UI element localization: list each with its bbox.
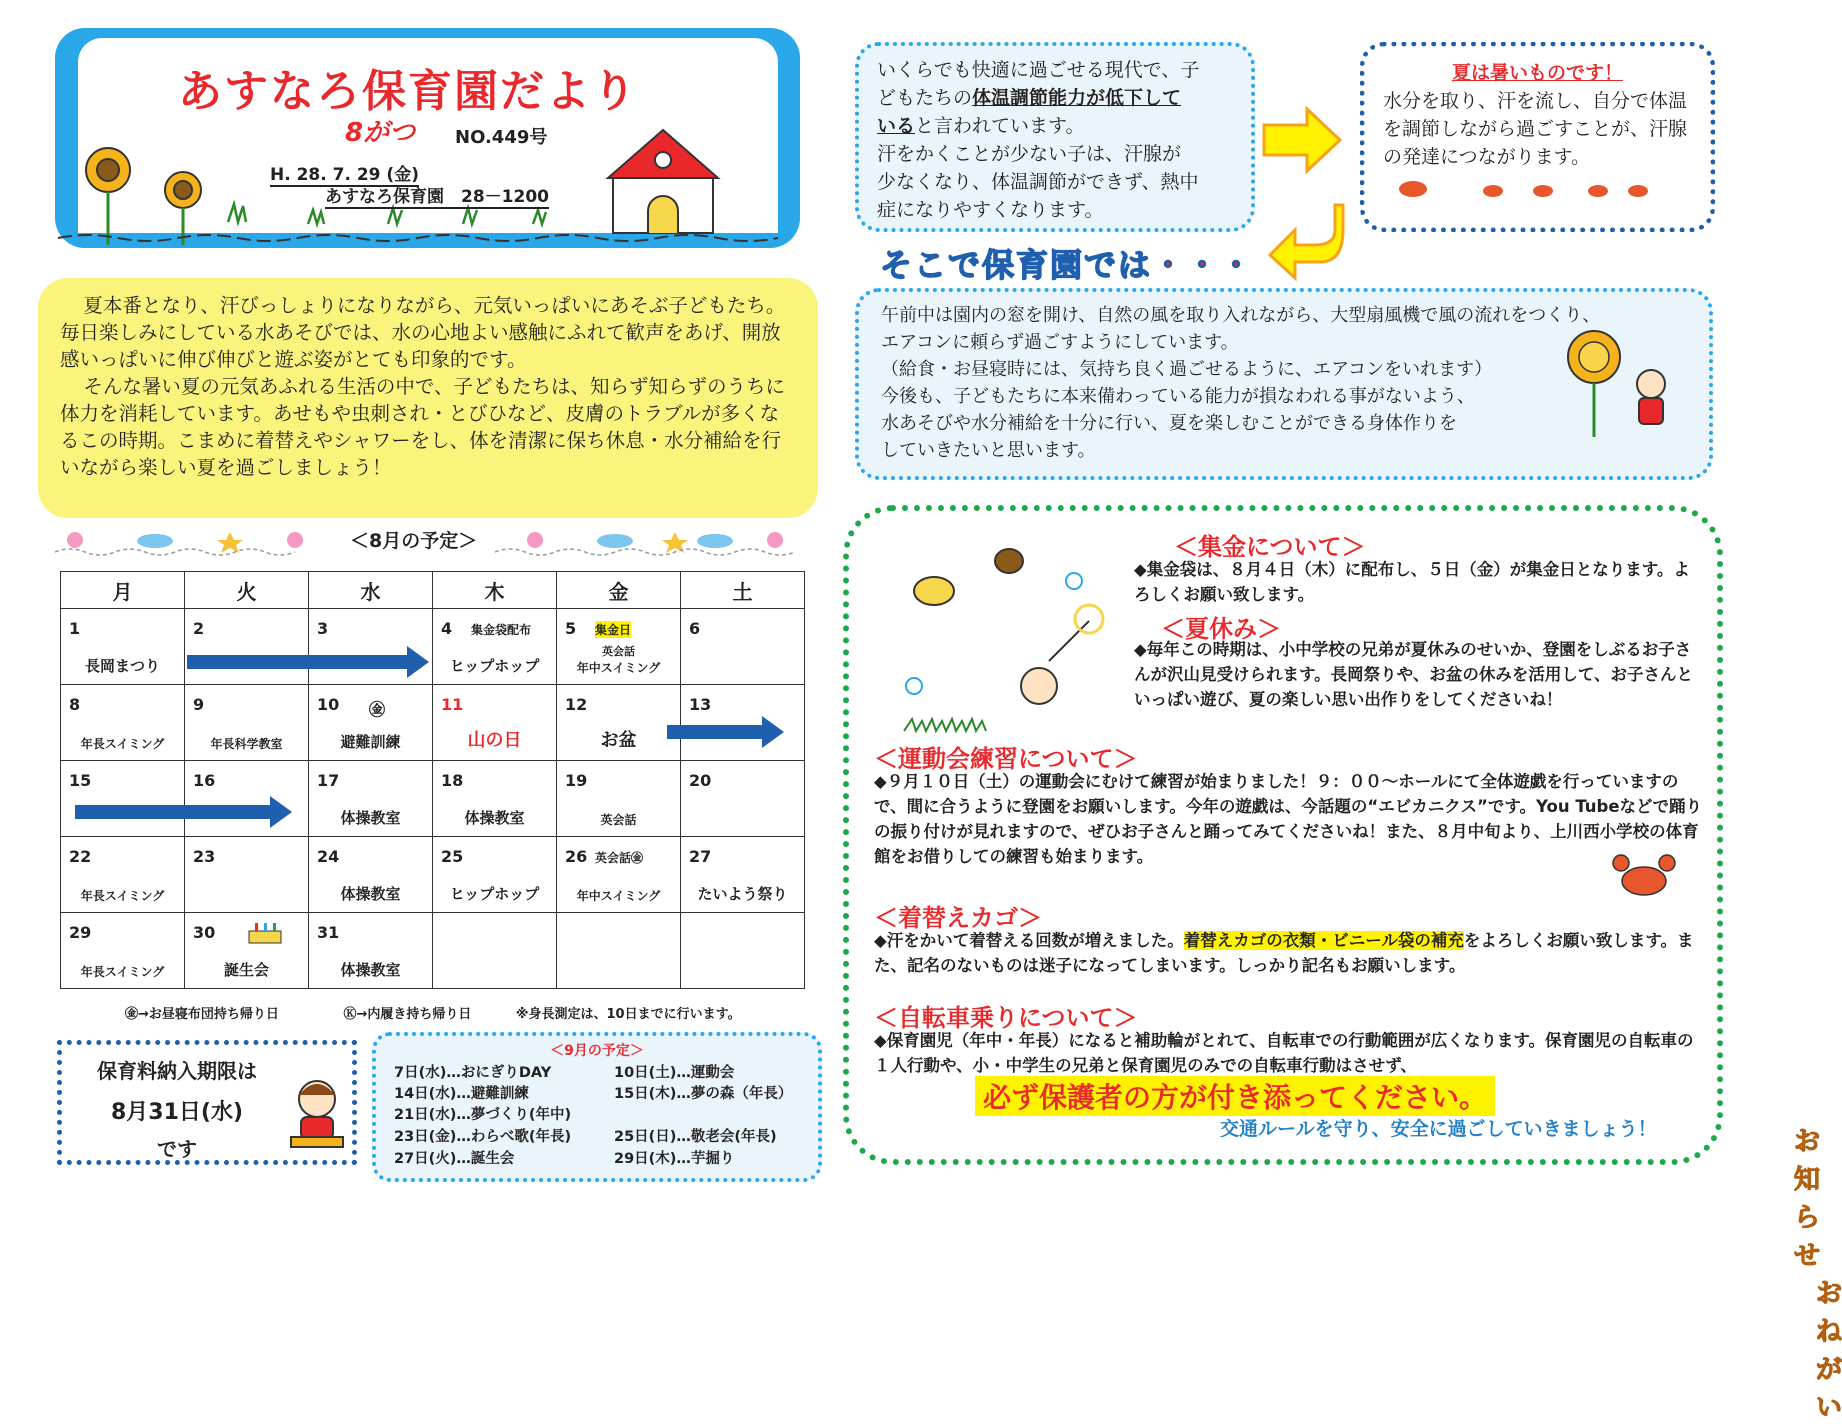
issue-date: H. 28. 7. 29 (金): [270, 160, 419, 187]
clothes-body-highlight: 着替えカゴの衣類・ビニール袋の補充: [1183, 931, 1464, 950]
fee-line-3: です: [157, 1137, 197, 1161]
hot-line-5: 少なくなり、体温調節ができず、熱中: [877, 171, 1199, 193]
issue-org: あすなろ保育園 28－1200: [325, 182, 549, 209]
policy-line-1: 午前中は園内の窓を開け、自然の風を取り入れながら、大型扇風機で風の流れをつくり、: [881, 305, 1601, 326]
collection-body: ◆集金袋は、８月４日（木）に配布し、５日（金）が集金日となります。よろしくお願い致します。: [1134, 560, 1690, 604]
day-cell: [681, 837, 805, 913]
policy-line-3: （給食・お昼寝時には、気持ち良く過ごせるように、エアコンをいれます）: [881, 359, 1493, 380]
sunflower-girl-icon: [1559, 322, 1679, 442]
intro-paragraph-1: 夏本番となり、汗びっしょりになりながら、元気いっぱいにあそぶ子どもたち。毎日楽しみにしている水あそびでは、水の心地よい感触にふれて歓声をあげ、開放感いっぱいに伸び伸びと遊ぶ姿がとても印象的です。: [60, 294, 786, 371]
notice-badge: [1794, 1123, 1842, 1427]
collection-heading: ＜集金について＞: [1174, 533, 1366, 561]
sunflower-small-icon: [165, 172, 201, 245]
day-cell: [557, 761, 681, 837]
fee-deadline-date: 8月31日(水): [110, 1100, 244, 1125]
hot-line-3b: と言われています。: [915, 115, 1085, 137]
clothes-basket-heading: ＜着替えカゴ＞: [874, 904, 1042, 932]
day-number: 3: [317, 619, 329, 638]
weekday-wed: 水: [309, 572, 433, 609]
crab-row-icon: [1383, 171, 1693, 201]
day-event: ヒップホップ: [449, 657, 540, 675]
day-event: 長岡まつり: [84, 657, 160, 675]
intro-box: [38, 278, 818, 518]
september-item: 10日(土)…運動会: [614, 1065, 735, 1081]
day-cell: [185, 913, 309, 989]
policy-line-5: 水あそびや水分補給を十分に行い、夏を楽しむことができる身体作りを: [881, 413, 1457, 434]
newsletter-title: あすなろ保育園だより: [178, 66, 638, 117]
september-item: 7日(水)…おにぎりDAY: [394, 1065, 552, 1081]
weekday-mon: 月: [61, 572, 185, 609]
september-item: 15日(木)…夢の森（年長）: [614, 1086, 793, 1102]
day-cell: [309, 761, 433, 837]
day-cell: [681, 609, 805, 685]
day-number: 12: [565, 695, 588, 714]
day-cell: [61, 685, 185, 761]
day-event: 年中スイミング: [576, 661, 661, 675]
summer-break-body: ◆毎年この時期は、小中学校の兄弟が夏休みのせいか、登園をしぶるお子さんが沢山見受けられます。長岡祭りや、お盆の休みを活用して、お子さんといっぱい遊び、夏の楽しい思い出作りをしてくださいね！: [1134, 640, 1694, 709]
september-schedule-box: [372, 1032, 822, 1182]
day-cell: [309, 837, 433, 913]
hot-line-4: 汗をかくことが少ない子は、汗腺が: [877, 143, 1182, 165]
hot-line-1: いくらでも快適に過ごせる現代で、子: [877, 59, 1200, 81]
day-cell: [433, 761, 557, 837]
day-cell: [557, 837, 681, 913]
day-number: 11: [441, 695, 464, 714]
day-cell: [185, 685, 309, 761]
day-cell: [433, 837, 557, 913]
day-number: 18: [441, 771, 464, 790]
nursery-policy-box: [855, 288, 1713, 480]
day-number: 25: [441, 847, 464, 866]
day-number: 31: [317, 923, 340, 942]
weekday-thu: 木: [433, 572, 557, 609]
day-event: 年長スイミング: [80, 737, 165, 751]
day-number: 30: [193, 923, 216, 942]
hot-line-6: 症になりやすくなります。: [877, 199, 1104, 221]
clothes-basket-body: [874, 928, 1704, 978]
day-cell: [557, 913, 681, 989]
sports-day-heading: ＜運動会練習について＞: [874, 745, 1138, 773]
summer-hot-title: 夏は暑いものです！: [1451, 62, 1623, 84]
calendar-week-5: [61, 913, 805, 989]
day-tag: 集金日: [595, 623, 632, 637]
hot-line-2: [877, 84, 1233, 112]
september-item: 21日(水)…夢づくり(年中): [394, 1107, 572, 1123]
intro-paragraph-2: そんな暑い夏の元気あふれる生活の中で、子どもたちは、知らず知らずのうちに体力を消耗しています。あせもや虫刺され・とびひなど、皮膚のトラブルが多くなるこの時期。こまめに着替えやシャワーをし、体を清潔に保ち休息・水分補給を行いながら楽しい夏を過ごしましょう！: [60, 375, 786, 479]
day-event: たいよう祭り: [697, 885, 788, 903]
traffic-rule-text: 交通ルールを守り、安全に過ごしていきましょう！: [1220, 1118, 1657, 1140]
day-number: 27: [689, 847, 712, 866]
crab-icon: [1609, 851, 1679, 901]
policy-line-2: エアコンに頼らず過ごすようにしています。: [881, 332, 1239, 353]
policy-line-6: していきたいと思います。: [881, 440, 1096, 461]
body-temperature-box: [855, 42, 1255, 232]
day-tag: 英会話㊎: [595, 851, 644, 865]
day-event: 体操教室: [340, 809, 401, 827]
september-item: 23日(金)…わらべ歌(年長): [394, 1129, 572, 1145]
day-event: 体操教室: [340, 885, 401, 903]
day-cell: [61, 913, 185, 989]
day-number: 9: [193, 695, 205, 714]
summer-hot-box: [1360, 42, 1715, 232]
must-accompany-text: 必ず保護者の方が付き添ってください。: [975, 1076, 1495, 1116]
day-cell: [557, 685, 681, 761]
soko-heading: そこで保育園では・・・: [880, 246, 1255, 284]
sports-day-body: ◆９月１０日（土）の運動会にむけて練習が始まりました！９：００～ホールにて全体遊戯を行っていますので、間に合うように登園をお願いします。今年の遊戯は、今話題の“エビカニクス”です。You Tubeなどで踊りの振り付けが見れますので、ぜひお子さんと踊ってみてくださいね！また、８月中旬より、上川西小学校の体育館をお借りしての練習も始まります。: [874, 772, 1703, 866]
day-number: 8: [69, 695, 81, 714]
day-event: 年長科学教室: [210, 737, 283, 751]
fee-line-1: 保育料納入期限は: [97, 1059, 257, 1083]
notice-badge-1: お知らせ: [1794, 1127, 1821, 1271]
calendar-header-row: [61, 572, 805, 609]
day-cell: [433, 913, 557, 989]
hot-line-2a: どもたちの: [877, 87, 973, 109]
day-event: 年中スイミング: [576, 889, 661, 903]
calendar-legend: [125, 1003, 805, 1022]
day-number: 1: [69, 619, 81, 638]
day-number: 13: [689, 695, 712, 714]
arrow-down-left-icon: [1265, 200, 1345, 280]
summer-hot-text: 水分を取り、汗を流し、自分で体温を調節しながら過ごすことが、汗腺の発達につながります。: [1383, 90, 1688, 168]
weekday-fri: 金: [557, 572, 681, 609]
day-cell: [185, 609, 309, 685]
day-number: 24: [317, 847, 340, 866]
day-number: 2: [193, 619, 205, 638]
hot-line-3: [877, 112, 1233, 140]
day-number: 19: [565, 771, 588, 790]
legend-measurement: ※身長測定は、10日までに行います。: [515, 1007, 741, 1022]
day-cell: [681, 913, 805, 989]
day-number: 17: [317, 771, 340, 790]
day-number: 22: [69, 847, 92, 866]
issue-month: 8がつ: [345, 118, 416, 148]
calendar-week-2: [61, 685, 805, 761]
day-cell: [557, 609, 681, 685]
day-number: 6: [689, 619, 701, 638]
day-number: 5: [565, 619, 577, 638]
august-calendar: [60, 571, 805, 989]
day-number: 26: [565, 847, 588, 866]
legend-shoes: Ⓚ→内履き持ち帰り日: [343, 1007, 472, 1022]
day-cell: [681, 685, 805, 761]
arrow-right-icon: [1262, 105, 1342, 175]
weekday-sat: 土: [681, 572, 805, 609]
day-event: 年長スイミング: [80, 889, 165, 903]
day-cell: [309, 913, 433, 989]
day-event: 誕生会: [223, 961, 269, 979]
day-tag-2: 英会話: [602, 645, 635, 658]
day-event: 体操教室: [464, 809, 525, 827]
day-cell: [61, 837, 185, 913]
september-item: 14日(水)…避難訓練: [394, 1086, 529, 1102]
day-number: 16: [193, 771, 216, 790]
september-item: 29日(木)…芋掘り: [614, 1151, 735, 1167]
notice-illustration: [899, 541, 1089, 741]
period-arrow: [75, 805, 270, 819]
day-number: 10: [317, 695, 340, 714]
clothes-body-c: をよろしくお願い致します。また、記名のないものは迷子になってしまいます。しっかり記名もお願いします。: [874, 931, 1694, 975]
day-number: 20: [689, 771, 712, 790]
calendar-week-4: [61, 837, 805, 913]
legend-futon: ㊎→お昼寝布団持ち帰り日: [125, 1007, 279, 1022]
september-item: 27日(火)…誕生会: [394, 1151, 515, 1167]
day-cell: [433, 609, 557, 685]
period-arrow: [667, 725, 762, 739]
day-number: 23: [193, 847, 216, 866]
fee-deadline-box: [57, 1040, 357, 1165]
weekday-tue: 火: [185, 572, 309, 609]
summer-break-heading: ＜夏休み＞: [1161, 615, 1281, 643]
day-event: 体操教室: [340, 961, 401, 979]
bicycle-body: ◆保育園児（年中・年長）になると補助輪がとれて、自転車での行動範囲が広くなります。保育園児の自転車の１人行動や、小・中学生の兄弟と保育園児のみでの自転車行動はさせず、: [874, 1031, 1694, 1075]
september-item: 25日(日)…敬老会(年長): [614, 1129, 777, 1145]
day-event: 年長スイミング: [80, 965, 165, 979]
schedule-title: ＜8月の予定＞: [350, 530, 478, 552]
day-event: ヒップホップ: [449, 885, 540, 903]
day-cell: [61, 609, 185, 685]
day-number: 15: [69, 771, 92, 790]
futon-mark-icon: ㊎: [369, 700, 386, 719]
child-illustration-icon: [287, 1073, 347, 1153]
september-title: ＜9月の予定＞: [550, 1043, 644, 1059]
day-event: 山の日: [467, 730, 522, 751]
issue-number: NO.449号: [455, 127, 548, 148]
day-event: 英会話: [600, 813, 637, 827]
day-cell: [681, 761, 805, 837]
day-cell: [61, 761, 185, 837]
notice-badge-2: おねがい: [1816, 1279, 1842, 1423]
hot-line-3a: いる: [877, 115, 916, 137]
sunflower-icon: [86, 148, 130, 245]
day-tag: 集金袋配布: [471, 623, 532, 637]
day-number: 4: [441, 619, 453, 638]
period-arrow: [187, 655, 407, 669]
day-cell: [433, 685, 557, 761]
cake-icon: [245, 919, 285, 945]
bicycle-heading: ＜自転車乗りについて＞: [874, 1004, 1138, 1032]
day-event: 避難訓練: [340, 733, 401, 751]
day-number: 29: [69, 923, 92, 942]
day-cell: [309, 685, 433, 761]
day-cell: [185, 837, 309, 913]
hot-line-2b: 体温調節能力が低下して: [972, 87, 1182, 109]
day-event: お盆: [600, 730, 637, 751]
calendar-week-1: [61, 609, 805, 685]
policy-line-4: 今後も、子どもたちに本来備わっている能力が損なわれる事がないよう、: [881, 386, 1475, 407]
clothes-body-a: ◆汗をかいて着替える回数が増えました。: [874, 931, 1184, 950]
calendar-week-3: [61, 761, 805, 837]
notice-box: [843, 505, 1842, 1423]
